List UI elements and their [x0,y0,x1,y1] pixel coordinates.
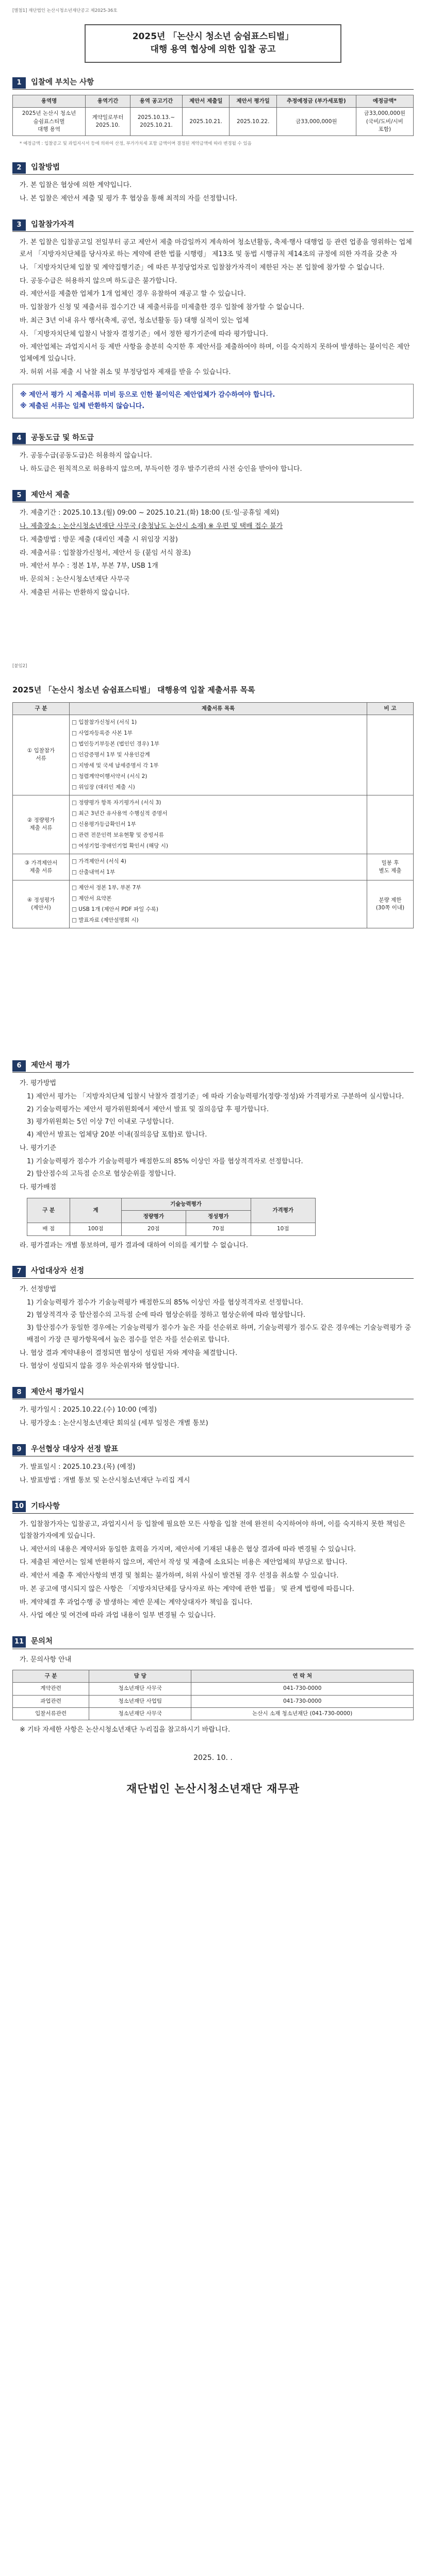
table-cell: 금33,000,000원 [276,108,356,136]
table-header: 구 분 [27,1198,70,1223]
section-7-heading [12,1265,414,1278]
table-cell: 과업관련 [13,1695,89,1707]
header-note: [별첨1] 재단법인 논산시청소년재단공고 제2025-36호 [12,8,118,13]
table-header-row [27,1198,316,1210]
section-title: 공동도급 및 하도급 [31,434,94,442]
table-header: 제안서 제출일 [183,95,230,108]
attachment-title: 2025년 「논산시 청소년 숨쉼표스티벌」 대행용역 입찰 제출서류 목록 [12,685,255,695]
table-header: 구 분 [13,702,70,715]
paragraph: 1) 기술능력평가 점수가 기술능력평가 배점한도의 85% 이상인 자를 협상적격자로 선정합니다. [27,1298,303,1307]
paragraph: 바. 최근 3년 이내 유사 행사(축제, 공연, 청소년활동 등) 대행 실적이 있는 업체 [20,316,249,325]
table-header: 구 분 [13,1670,89,1683]
table-header: 비 고 [367,702,414,715]
note-box [12,384,414,419]
paragraph: 다. 제출된 제안서는 일체 반환하지 않으며, 제안서 작성 및 제출에 소요되는 비용은 제안업체의 부담으로 합니다. [20,1558,348,1567]
paragraph: 가. 공동수급(공동도급)은 허용하지 않습니다. [20,452,152,460]
table-header: 용역 공고기간 [130,95,182,108]
table-row [13,715,414,795]
paragraph: 바. 문의처 : 논산시청소년재단 사무국 [20,575,130,583]
note-line: ※ 제출된 서류는 일체 반환하지 않습니다. [20,402,145,411]
section-number: 7 [12,1266,26,1277]
table-cell: 2025년 논산시 청소년 숨쉼표스티벌 대행 용역 [13,108,86,136]
paragraph: 2) 합산점수의 고득점 순으로 협상순위를 정합니다. [27,1170,176,1178]
table-header: 용역명 [13,95,86,108]
section-title: 우선협상 대상자 선정 발표 [31,1445,119,1453]
title-line1: 2025년 「논산시 청소년 숨쉼표스티벌」 [132,31,294,42]
paragraph: 가. 입찰참가자는 입찰공고, 과업지시서 등 입찰에 필요한 모든 사항을 입찰 전에 완전히 숙지하여야 하며, 이를 숙지하지 못한 책임은 입찰참가자에게 있습니다. [20,1520,406,1540]
section-number: 10 [12,1501,26,1512]
paragraph: 2) 기술능력평가는 제안서 평가위원회에서 제안서 발표 및 질의응답 후 평가합니다. [27,1105,269,1113]
section-number: 3 [12,219,26,231]
table-header-row [13,95,414,108]
paragraph: 라. 제출서류 : 입찰참가신청서, 제안서 등 (붙임 서식 참조) [20,549,191,557]
section-1-heading [12,76,414,90]
page-gap [12,601,414,663]
table-header: 용역기간 [86,95,130,108]
table-cell: 041-730-0000 [191,1695,414,1707]
section-9-heading [12,1443,414,1456]
table-cell: □ 정량평가 항목 자기평가서 (서식 3) □ 최근 3년간 유사용역 수행실적 증명서 □ 신용평가등급확인서 1부 □ 관련 전문인력 보유현황 및 증빙서류 □ 여성기업·장애인기업 확인서 (해당 시) [70,795,367,854]
table-cell: 10점 [251,1223,316,1235]
table-header: 기술능력평가 [121,1198,251,1210]
closing-block [12,1752,414,1799]
table-row [13,108,414,136]
paragraph: ※ 기타 자세한 사항은 논산시청소년재단 누리집을 참고하시기 바랍니다. [20,1726,231,1734]
paragraph: 마. 본 공고에 명시되지 않은 사항은 「지방자치단체를 당사자로 하는 계약에 관한 법률」 및 관계 법령에 따릅니다. [20,1585,354,1593]
table-cell: 금33,000,000원 (국비/도비/시비 포함) [356,108,413,136]
section-title: 사업대상자 선정 [31,1267,85,1276]
table-cell: 041-730-0000 [191,1683,414,1695]
table-cell: 입찰서류관련 [13,1707,89,1720]
paragraph: 3) 합산점수가 동일한 경우에는 기술능력평가 점수가 높은 자를 선순위로 하며, 기술능력평가 점수도 같은 경우에는 기술능력평가 중 배점이 가장 큰 평가항목에서 높은 점수를 얻은 자를 선순위로 합니다. [27,1324,412,1344]
paragraph: 나. 평가장소 : 논산시청소년재단 회의실 (세부 일정은 개별 통보) [20,1419,208,1428]
paragraph: 3) 평가위원회는 5인 이상 7인 이내로 구성합니다. [27,1118,174,1126]
paragraph: 다. 협상이 성립되지 않을 경우 차순위자와 협상합니다. [20,1362,179,1370]
table-header-row [13,702,414,715]
title-box [85,24,341,63]
document-list-table [12,702,414,928]
paragraph: 마. 제안서 부수 : 정본 1부, 부본 7부, USB 1개 [20,562,158,570]
table-row [13,1695,414,1707]
section-title: 입찰방법 [31,163,60,172]
section-title: 입찰에 부치는 사항 [31,78,94,87]
table-header-row [13,1670,414,1683]
paragraph: 나. 「지방자치단체 입찰 및 계약집행기준」에 따른 부정당업자로 입찰참가자격이 제한된 자는 본 입찰에 참가할 수 없습니다. [20,263,385,272]
table-row [13,795,414,854]
paragraph: 가. 평가방법 [20,1079,57,1088]
section-8-heading [12,1386,414,1399]
table-cell: 청소년재단 사업팀 [89,1695,191,1707]
section-number: 6 [12,1060,26,1072]
paragraph: 나. 협상 결과 계약내용이 결정되면 협상이 성립된 자와 계약을 체결합니다. [20,1349,238,1357]
paragraph: 가. 평가일시 : 2025.10.22.(수) 10:00 (예정) [20,1406,157,1414]
paragraph: 나. 본 입찰은 제안서 제출 및 평가 후 협상을 통해 최적의 자를 선정합니다. [20,195,238,203]
table-cell: ③ 가격제안서 제출 서류 [13,854,70,880]
score-table [27,1198,316,1236]
paragraph: 나. 발표방법 : 개별 통보 및 논산시청소년재단 누리집 게시 [20,1477,190,1484]
table-footnote: * 예정금액 : 입찰공고 및 과업지시서 등에 의하여 산정, 부가가치세 포함 금액이며 결정된 계약금액에 따라 변경될 수 있음 [20,141,252,147]
contact-table [12,1670,414,1720]
table-cell: 논산시 소재 청소년재단 (041-730-0000) [191,1707,414,1720]
paragraph: 나. 제출장소 : 논산시청소년재단 사무국 (충청남도 논산시 소재) ※ 우편 및 택배 접수 불가 [20,522,283,530]
table-cell: 밀봉 후 별도 제출 [367,854,414,880]
paragraph: 다. 공동수급은 허용하지 않으며 하도급은 불가합니다. [20,277,177,285]
table-cell [367,715,414,795]
table-header: 제출서류 목록 [70,702,367,715]
table-row [27,1223,316,1235]
paragraph: 가. 본 입찰은 입찰공고일 전일부터 공고 제안서 제출 마감일까지 계속하여 청소년활동, 축제·행사 대행업 등 관련 업종을 영위하는 업체로서 「지방자치단체를 당사자로 하는 계약에 관한 법률 시행령」 제13조 및 동법 시행규칙 제14조의 규정에 의한 자격을 갖춘 자 [20,239,412,258]
page-gap [12,933,414,1046]
table-cell: 2025.10.13.~ 2025.10.21. [130,108,182,136]
table-header: 계 [70,1198,121,1223]
paragraph: 가. 발표일시 : 2025.10.23.(목) (예정) [20,1463,136,1471]
paragraph: 나. 평가기준 [20,1144,57,1152]
section-title: 제안서 평가일시 [31,1388,85,1396]
section-11-heading [12,1635,414,1649]
section-title: 문의처 [31,1637,53,1646]
paragraph: 가. 선정방법 [20,1285,57,1293]
section-title: 제안서 제출 [31,490,70,499]
section-number: 5 [12,490,26,501]
paragraph: 사. 사업 예산 및 여건에 따라 과업 내용이 일부 변경될 수 있습니다. [20,1612,216,1620]
paragraph: 1) 기술능력평가 점수가 기술능력평가 배점한도의 85% 이상인 자를 협상적격자로 선정합니다. [27,1157,303,1165]
table-header: 제안서 평가일 [230,95,276,108]
section-number: 4 [12,433,26,444]
section-4-heading [12,432,414,445]
table-header: 추정예정금 (부가세포함) [276,95,356,108]
table-cell: 청소년재단 사무국 [89,1707,191,1720]
section-number: 2 [12,162,26,174]
table-cell: 배 점 [27,1223,70,1235]
section-6-heading [12,1059,414,1073]
note-line: ※ 제안서 평가 시 제출서류 미비 등으로 인한 불이익은 제안업체가 감수하여야 합니다. [20,391,275,399]
table-row [13,1707,414,1720]
section-2-heading [12,161,414,175]
attachment-label: [붙임2] [12,663,27,669]
paragraph: 자. 허위 서류 제출 시 낙찰 취소 및 부정당업자 제재를 받을 수 있습니다. [20,368,231,376]
paragraph: 나. 하도급은 원칙적으로 허용하지 않으며, 부득이한 경우 발주기관의 사전 승인을 받아야 합니다. [20,465,302,473]
table-cell: ① 입찰참가 서류 [13,715,70,795]
section-5-heading [12,489,414,502]
paragraph: 1) 제안서 평가는 「지방자치단체 입찰시 낙찰자 결정기준」에 따라 기술능력평가(정량·정성)와 가격평가로 구분하여 실시합니다. [27,1092,404,1100]
paragraph: 사. 「지방자치단체 입찰시 낙찰자 결정기준」에서 정한 평가기준에 따라 평가합니다. [20,330,268,338]
paragraph: 바. 계약체결 후 과업수행 중 발생하는 제반 문제는 계약상대자가 책임을 집니다. [20,1598,253,1606]
issuing-organization: 재단법인 논산시청소년재단 재무관 [126,1783,300,1795]
paragraph: 라. 평가결과는 개별 통보하며, 평가 결과에 대하여 이의를 제기할 수 없습니다. [20,1241,249,1249]
table-row [13,880,414,928]
paragraph: 가. 문의사항 안내 [20,1655,72,1664]
table-cell: □ 가격제안서 (서식 4) □ 산출내역서 1부 [70,854,367,880]
table-header: 정성평가 [186,1211,251,1223]
table-cell: 20점 [121,1223,186,1235]
paragraph: 라. 제안서를 제출한 업체가 1개 업체인 경우 유찰하여 재공고 할 수 있습니다. [20,290,246,298]
table-cell: 청소년재단 사무국 [89,1683,191,1695]
bid-items-table [12,95,414,136]
table-header: 가격평가 [251,1198,316,1223]
paragraph: 다. 평가배점 [20,1183,57,1192]
section-number: 1 [12,77,26,89]
table-cell [367,795,414,854]
section-number: 8 [12,1387,26,1398]
table-header: 연 락 처 [191,1670,414,1683]
table-row [13,1683,414,1695]
section-title: 제안서 평가 [31,1061,70,1070]
paragraph: 아. 제안업체는 과업지시서 등 제반 사항을 충분히 숙지한 후 제안서를 제출하여야 하며, 이를 숙지하지 못하여 발생하는 불이익은 제안업체에게 있습니다. [20,343,410,363]
closing-date: 2025. 10. . [193,1753,233,1762]
paragraph: 다. 제출방법 : 방문 제출 (대리인 제출 시 위임장 지참) [20,535,178,544]
paragraph: 2) 협상적격자 중 합산점수의 고득점 순에 따라 협상순위를 정하고 협상순위에 따라 협상합니다. [27,1311,306,1319]
section-title: 입찰참가자격 [31,220,75,229]
table-header: 예정금액* [356,95,413,108]
table-cell: ④ 정성평가 (제안서) [13,880,70,928]
table-row [13,854,414,880]
section-number: 9 [12,1444,26,1455]
paragraph: 4) 제안서 발표는 업체당 20분 이내(질의응답 포함)로 합니다. [27,1131,207,1139]
section-3-heading [12,218,414,232]
paragraph: 라. 제안서 제출 후 제안사항의 변경 및 철회는 불가하며, 허위 사실이 발견될 경우 선정을 취소할 수 있습니다. [20,1572,339,1580]
table-cell: 계약일로부터 2025.10. [86,108,130,136]
table-cell: □ 제안서 정본 1부, 부본 7부 □ 제안서 요약본 □ USB 1개 (제안서 PDF 파일 수록) □ 발표자료 (제안설명회 시) [70,880,367,928]
paragraph: 마. 입찰참가 신청 및 제출서류 접수기간 내 제출서류를 미제출한 경우 입찰에 참가할 수 없습니다. [20,303,304,311]
table-cell: 2025.10.22. [230,108,276,136]
section-10-heading [12,1500,414,1514]
paragraph: 나. 제안서의 내용은 계약서와 동일한 효력을 가지며, 제안서에 기재된 내용은 협상 결과에 따라 변경될 수 있습니다. [20,1545,356,1553]
table-header: 담 당 [89,1670,191,1683]
paragraph: 사. 제출된 서류는 반환하지 않습니다. [20,588,130,597]
section-title: 기타사항 [31,1502,60,1511]
table-cell: 70점 [186,1223,251,1235]
table-cell: 100점 [70,1223,121,1235]
table-cell: ② 정량평가 제출 서류 [13,795,70,854]
table-cell: 계약관련 [13,1683,89,1695]
table-cell: 분량 제한 (30쪽 이내) [367,880,414,928]
table-cell: 2025.10.21. [183,108,230,136]
title-line2: 대행 용역 협상에 의한 입찰 공고 [150,44,276,55]
paragraph: 가. 본 입찰은 협상에 의한 계약입니다. [20,181,132,190]
table-cell: □ 입찰참가신청서 (서식 1) □ 사업자등록증 사본 1부 □ 법인등기부등본 (법인인 경우) 1부 □ 인감증명서 1부 및 사용인감계 □ 지방세 및 국세 납세증명서 각 1부 □ 청렴계약이행서약서 (서식 2) □ 위임장 (대리인 제출 시) [70,715,367,795]
table-header: 정량평가 [121,1211,186,1223]
section-number: 11 [12,1636,26,1648]
paragraph: 가. 제출기간 : 2025.10.13.(월) 09:00 ~ 2025.10.21.(화) 18:00 (토·일·공휴일 제외) [20,509,280,517]
